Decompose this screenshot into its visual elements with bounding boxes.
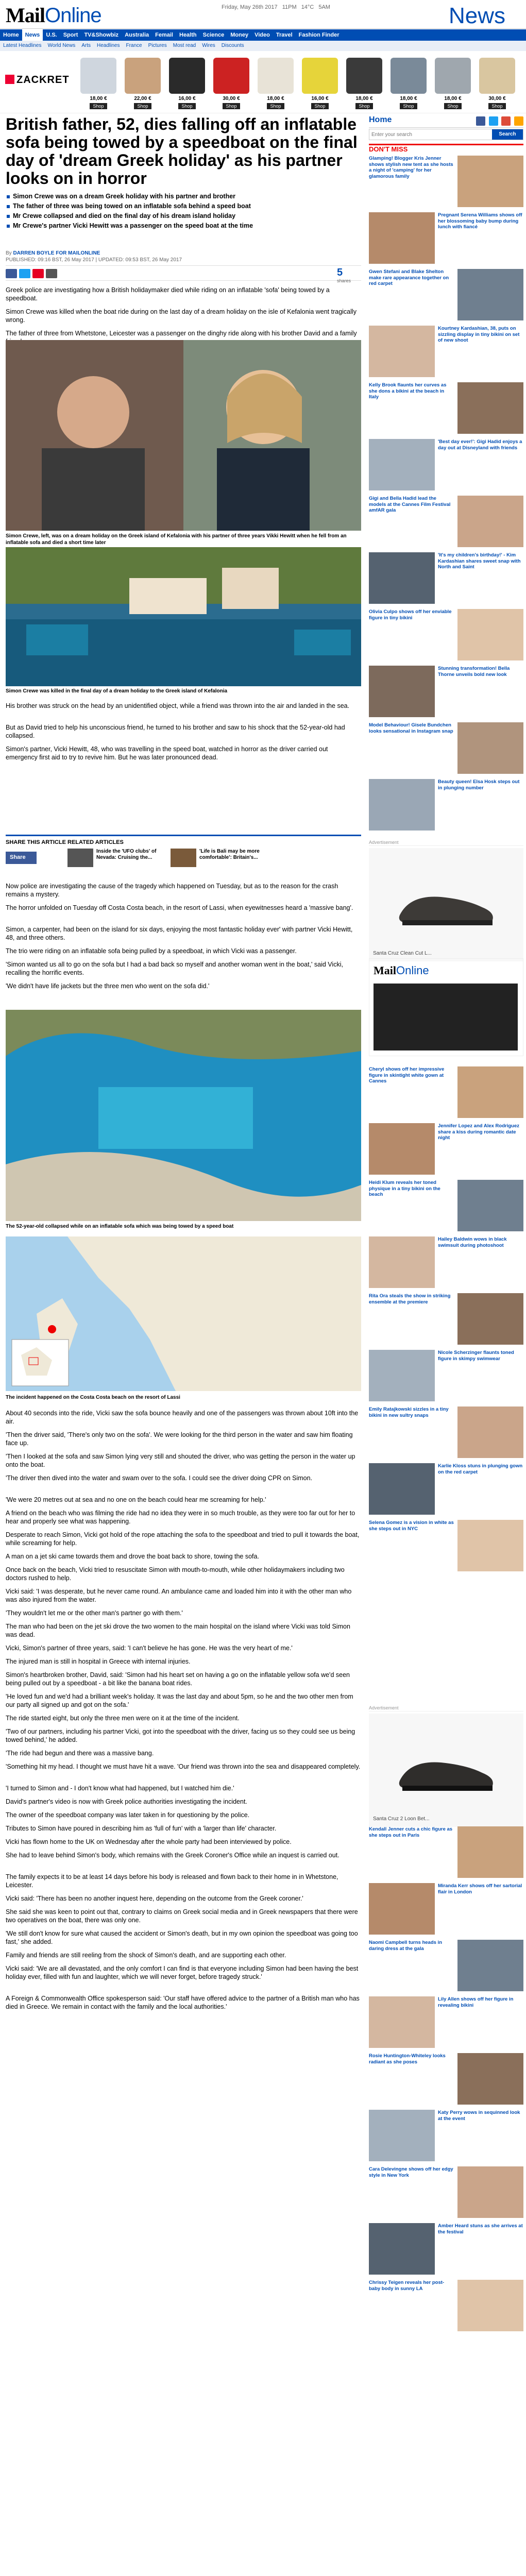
ad-product[interactable] — [166, 58, 208, 109]
facebook-icon[interactable] — [476, 116, 485, 126]
nav-item[interactable]: Health — [179, 32, 197, 38]
dont-miss-header: DON'T MISS — [369, 144, 523, 153]
dont-miss-text: Heidi Klum reveals her toned physique in a tiny bikini on the beach — [369, 1180, 440, 1197]
nav-item[interactable]: Money — [230, 32, 249, 38]
twitter-share-icon[interactable] — [19, 269, 30, 278]
dont-miss-text: Emily Ratajkowski sizzles in a tiny bikini in new sultry snaps — [369, 1406, 449, 1418]
article-paragraph: The horror unfolded on Tuesday off Costa Costa beach, in the resort of Lassi, when eyewitnesses heard a 'massive bang'. — [6, 904, 353, 911]
nav-item[interactable]: Science — [202, 32, 225, 38]
dont-miss-image — [369, 552, 435, 604]
article-paragraph: 'Then the driver said, 'There's only two on the sofa'. We were looking for the third person in the water and saw him floating face up. — [6, 1431, 353, 1447]
ad-caption-2: Santa Cruz 2 Loon Bet... — [373, 1816, 430, 1822]
product-image — [435, 58, 471, 94]
beach-photo — [6, 1010, 361, 1221]
article-paragraph: The injured man is still in hospital in Greece with internal injuries. — [6, 1658, 191, 1665]
dont-miss-image — [369, 1996, 435, 2048]
dont-miss-image — [457, 722, 523, 774]
article-paragraph: Vicki said: 'There has been no another inquest here, depending on the outcome from the Greek coroner.' — [6, 1895, 303, 1902]
share-bar — [6, 265, 361, 281]
photo-caption-1: Simon Crewe, left, was on a dream holiday on the Greek island of Kefalonia with his partner of three years Vikki Hewitt when he fell from an inflatable sofa and died a short time later — [6, 533, 347, 546]
dont-miss-text: Chrissy Teigen reveals her post-baby body in sunny LA — [369, 2280, 445, 2292]
article-paragraph: His brother was struck on the head by an unidentified object, while a friend was thrown into the air and landed in the sea. — [6, 702, 350, 709]
updated-time: UPDATED: 09:53 BST, 26 May 2017 — [98, 257, 182, 263]
shop-button[interactable]: Shop — [267, 103, 284, 109]
dont-miss-image — [457, 2280, 523, 2331]
product-price: 16,00 € — [178, 96, 196, 101]
dont-miss-text: Rita Ora steals the show in striking ensemble at the premiere — [369, 1293, 451, 1305]
product-price: 18,00 € — [90, 96, 107, 101]
article-paragraph: 'We didn't have life jackets but the three men who went on the sofa did.' — [6, 982, 210, 990]
shop-button[interactable]: Shop — [355, 103, 372, 109]
ad-product[interactable] — [387, 58, 430, 109]
dont-miss-text: Jennifer Lopez and Alex Rodriguez share a kiss during romantic date night — [438, 1123, 520, 1141]
article-paragraph: The family expects it to be at least 14 days before his body is released and flown back to their home in in Whetstone, Leicester. — [6, 1873, 338, 1889]
brand-logo-icon — [5, 75, 14, 84]
article-paragraph: 'We were 20 metres out at sea and no one on the beach could hear me screaming for help.' — [6, 1496, 266, 1503]
dont-miss-text: Amber Heard stuns as she arrives at the festival — [438, 2223, 523, 2235]
article-paragraph: Simon, a carpenter, had been on the island for six days, enjoying the most fantastic holiday ever' with partner Vicki Hewitt, 48, and three others. — [6, 926, 353, 941]
site-logo[interactable]: MailOnline — [6, 4, 101, 27]
dont-miss-text: Cheryl shows off her impressive figure in skintight white gown at Cannes — [369, 1066, 445, 1084]
article-paragraph: Vicki said: 'We are all devastated, and the only comfort I can find is that everyone including Simon had been having the best holiday ever, filled with fun and laughter, which we will never forget, before tragedy struck.' — [6, 1965, 359, 1980]
date-text: Friday, May 26th 2017 — [222, 4, 278, 10]
article-paragraph: She had to leave behind Simon's body, which remains with the Greek Coroner's Office while an inquest is carried out. — [6, 1852, 340, 1859]
pinterest-share-icon[interactable] — [32, 269, 44, 278]
primary-nav — [0, 29, 526, 41]
subnav-item[interactable]: Arts — [81, 43, 91, 48]
couple-photo — [6, 340, 361, 531]
related-title: Inside the 'UFO clubs' of Nevada: Cruising the... — [96, 849, 157, 860]
nav-item[interactable]: U.S. — [46, 32, 57, 38]
ad-product[interactable] — [299, 58, 341, 109]
article-paragraph: The father of three from Whetstone, Leicester was a passenger on the dinghy ride along with his brother David and a family — [6, 330, 357, 337]
dont-miss-text: Naomi Campbell turns heads in daring dress at the gala — [369, 1940, 442, 1952]
product-image — [258, 58, 294, 94]
article-paragraph: 'Simon wanted us all to go on the sofa but I had a bad back so myself and another woman went in the boat,' said Vicki, recalling the horrific events. — [6, 961, 343, 976]
ad-product[interactable] — [254, 58, 297, 109]
shop-button[interactable]: Shop — [444, 103, 461, 109]
search-box — [369, 129, 523, 140]
product-price: 18,00 € — [444, 96, 462, 101]
ad-product[interactable] — [122, 58, 164, 109]
video-widget[interactable] — [369, 958, 523, 1056]
product-price: 30,00 € — [223, 96, 240, 101]
dont-miss-text: Miranda Kerr shows off her sartorial flair in London — [438, 1883, 522, 1895]
product-price: 16,00 € — [311, 96, 329, 101]
email-share-icon[interactable] — [46, 269, 57, 278]
shop-button[interactable]: Shop — [400, 103, 417, 109]
article-paragraph: Tributes to Simon have poured in describing him as 'full of fun' with a 'larger than life' character. — [6, 1825, 277, 1832]
video-thumbnail — [374, 984, 518, 1050]
subnav-item[interactable]: Pictures — [148, 43, 167, 48]
article-paragraph: 'Something hit my head. I thought we must have hit a wave. 'Our friend was thrown into the sea and disappeared completely. — [6, 1763, 361, 1770]
nav-item[interactable]: Fashion Finder — [298, 32, 340, 38]
ad-brand[interactable]: ZACKRET — [5, 74, 70, 86]
article-paragraph: Simon's partner, Vicki Hewitt, 48, who was travelling in the speed boat, watched in horror as the driver carried out emergency first aid to try to revive him. But he was later pronounced dead. — [6, 745, 328, 761]
article-paragraph: She said she was keen to point out that, contrary to claims on Greek social media and in Greek newspapers that there were two operatives on the boat, there was only one. — [6, 1908, 358, 1924]
article-paragraph: The ride started eight, but only the three men were on it at the time of the incident. — [6, 1715, 240, 1722]
related-label: RELATED ARTICLES — [67, 839, 124, 845]
dont-miss-image — [457, 2166, 523, 2218]
related-article[interactable] — [171, 849, 268, 869]
shop-button[interactable]: Shop — [178, 103, 195, 109]
dont-miss-text: Stunning transformation! Bella Thorne unveils bold new look — [438, 666, 510, 677]
facebook-share-icon[interactable] — [6, 269, 17, 278]
dont-miss-image — [457, 1293, 523, 1345]
kefalonia-photo — [6, 547, 361, 686]
dont-miss-text: Kelly Brook flaunts her curves as she dons a bikini at the beach in Italy — [369, 382, 447, 400]
dont-miss-image — [369, 212, 435, 264]
dont-miss-image — [457, 269, 523, 320]
dont-miss-image — [369, 666, 435, 717]
article-paragraph: The owner of the speedboat company was later taken in for questioning by the police. — [6, 1811, 250, 1819]
dont-miss-text: Rosie Huntington-Whiteley looks radiant as she poses — [369, 2053, 446, 2065]
weather-time: 11PM — [282, 4, 297, 10]
dont-miss-image — [369, 1236, 435, 1288]
dont-miss-image — [369, 779, 435, 831]
dont-miss-image — [457, 496, 523, 547]
dont-miss-text: Pregnant Serena Williams shows off her blossoming baby bump during lunch with fiancé — [438, 212, 522, 230]
dont-miss-text: 'Best day ever!': Gigi Hadid enjoys a day out at Disneyland with friends — [438, 439, 522, 451]
product-image — [479, 58, 515, 94]
search-button[interactable]: Search — [492, 129, 523, 140]
article-paragraph: 'The driver then dived into the water and swam over to the sofa. I could see the driver doing CPR on Simon. — [6, 1475, 313, 1482]
product-image — [302, 58, 338, 94]
dont-miss-image — [369, 439, 435, 490]
dont-miss-image — [457, 1406, 523, 1458]
ad-product[interactable] — [210, 58, 252, 109]
article-paragraph: 'The ride had begun and there was a massive bang. — [6, 1750, 154, 1757]
dont-miss-text: Kendall Jenner cuts a chic figure as she steps out in Paris — [369, 1826, 453, 1838]
dont-miss-image — [369, 1883, 435, 1935]
rail-header — [369, 115, 523, 128]
dont-miss-text: Selena Gomez is a vision in white as she steps out in NYC — [369, 1520, 454, 1532]
ad-product[interactable] — [476, 58, 518, 109]
google-plus-icon[interactable] — [501, 116, 511, 126]
dont-miss-image — [457, 1180, 523, 1231]
article-paragraph: Vicki said: 'I was desperate, but he never came round. An ambulance came and loaded him into it with the other man who was also injured from the water. — [6, 1588, 352, 1603]
dont-miss-text: Karlie Kloss stuns in plunging gown on the red carpet — [438, 1463, 523, 1475]
article-paragraph: Greek police are investigating how a British holidaymaker died while riding on an inflatable 'sofa' being towed by a speedboat. — [6, 286, 330, 302]
video-logo: MailOnline — [374, 964, 429, 977]
subnav-item[interactable]: Wires — [202, 43, 215, 48]
article-paragraph: Simon's heartbroken brother, David, said: 'Simon had his heart set on having a go on the inflatable yellow sofa we'd seen being pulled out by a speedboat - a bit like the banana boat rides. — [6, 1671, 350, 1687]
photo-caption-2: Simon Crewe was killed in the final day of a dream holiday to the Greek island of Kefalonia — [6, 688, 228, 694]
map-pin-icon — [48, 1325, 56, 1333]
dont-miss-image — [457, 1520, 523, 1571]
shoe-ad-image — [395, 879, 498, 930]
byline: By DARREN BOYLE FOR MAILONLINE PUBLISHED: 09:16 BST, 26 May 2017 | UPDATED: 09:53 BST, 26 May 2017 — [6, 250, 182, 263]
nav-item[interactable]: Video — [254, 32, 270, 38]
subnav-item[interactable]: World News — [47, 43, 76, 48]
twitter-icon[interactable] — [489, 116, 498, 126]
dont-miss-text: Katy Perry wows in sequinned look at the event — [438, 2110, 520, 2122]
shop-button[interactable]: Shop — [134, 103, 151, 109]
product-price: 30,00 € — [488, 96, 506, 101]
article-paragraph: Desperate to reach Simon, Vicki got hold of the rope attaching the sofa to the speedboat and tried to pull it towards the boat, while screaming for help. — [6, 1531, 360, 1547]
article-paragraph: Once back on the beach, Vicki tried to resuscitate Simon with mouth-to-mouth, while other holidaymakers including two doctors rushed to help. — [6, 1566, 345, 1582]
dont-miss-text: Gigi and Bella Hadid lead the models at the Cannes Film Festival amfAR gala — [369, 496, 451, 513]
rail-ad-2[interactable]: Advertisement Santa Cruz 2 Loon Bet... — [369, 1705, 523, 1827]
search-input[interactable] — [369, 129, 488, 140]
ad-caption-1: Santa Cruz Clean Cut L... — [373, 951, 432, 956]
shop-button[interactable]: Shop — [311, 103, 328, 109]
related-article[interactable] — [67, 849, 165, 869]
shop-button[interactable]: Shop — [90, 103, 107, 109]
subnav-item[interactable]: France — [126, 43, 142, 48]
author-link[interactable]: DARREN BOYLE FOR MAILONLINE — [13, 250, 100, 256]
product-image — [169, 58, 205, 94]
article-paragraph: A man on a jet ski came towards them and drove the boat back to shore, towing the sofa. — [6, 1553, 259, 1560]
product-price: 18,00 € — [400, 96, 417, 101]
article-paragraph: 'We still don't know for sure what caused the accident or Simon's death, but in my own opinion the speedboat was going too fast,' she added. — [6, 1930, 358, 1945]
dont-miss-text: Glamping! Blogger Kris Jenner shows stylish new tent as she hosts a night of 'camping' for her glamorous family — [369, 156, 453, 179]
dont-miss-image — [457, 1826, 523, 1878]
article-paragraph: Vicki, Simon's partner of three years, said: 'I can't believe he has gone. He was the very heart of me.' — [6, 1645, 293, 1652]
section-title[interactable]: News — [448, 3, 505, 28]
dont-miss-text: Hailey Baldwin wows in black swimsuit during photoshoot — [438, 1236, 507, 1248]
article-paragraph: The man who had been on the jet ski drove the two women to the main hospital on the island where Vicki was told Simon was dead. — [6, 1623, 350, 1638]
location-map[interactable] — [6, 1236, 361, 1391]
product-image — [125, 58, 161, 94]
product-price: 22,00 € — [134, 96, 151, 101]
shop-button[interactable]: Shop — [488, 103, 505, 109]
article-paragraph: 'I turned to Simon and - I don't know what had happened, but I watched him die.' — [6, 1785, 234, 1792]
dont-miss-image — [369, 1123, 435, 1175]
article-paragraph: David's partner's video is now with Greek police authorities investigating the incident. — [6, 1798, 247, 1805]
share-count: 5 shares — [336, 267, 351, 283]
dont-miss-image — [369, 2110, 435, 2161]
article-paragraph: The trio were riding on an inflatable sofa being pulled by a speedboat, in which Vicki was a passenger. — [6, 947, 297, 955]
dont-miss-text: Beauty queen! Elsa Hosk steps out in plunging number — [438, 779, 520, 791]
nav-item[interactable]: TV&Showbiz — [84, 32, 119, 38]
article-summary — [6, 192, 366, 231]
ad-product[interactable] — [77, 58, 120, 109]
article-paragraph: 'He loved fun and we'd had a brilliant week's holiday. It was the last day and about 5pm, so he and the two other men from our party all signed up and got on the sofa.' — [6, 1693, 353, 1708]
related-thumbnail — [67, 849, 93, 867]
related-thumbnail — [171, 849, 196, 867]
weather-time-2: 5AM — [318, 4, 330, 10]
shop-button[interactable]: Shop — [223, 103, 240, 109]
published-time: PUBLISHED: 09:16 BST, 26 May 2017 — [6, 257, 94, 263]
article-paragraph: But as David tried to help his unconscious friend, he turned to his brother and saw to his shock that the 52-year-old had collapsed. — [6, 724, 345, 739]
article-paragraph: Family and friends are still reeling from the shock of Simon's death, and are supporting each other. — [6, 1952, 286, 1959]
summary-bullet: Mr Crewe collapsed and died on the final day of his dream island holiday — [6, 211, 366, 221]
summary-bullet: Simon Crewe was on a dream Greek holiday with his partner and brother — [6, 192, 366, 201]
article-paragraph: 'Two of our partners, including his partner Vicki, got into the speedboat with the driver, facing us so they could see us being towed behind,' he added. — [6, 1728, 355, 1743]
subnav-item[interactable]: Latest Headlines — [3, 43, 42, 48]
dont-miss-image — [457, 2053, 523, 2105]
rail-ad-1[interactable]: Advertisement Santa Cruz Clean Cut L... — [369, 840, 523, 961]
dont-miss-text: 'It's my children's birthday!' - Kim Kardashian shares sweet snap with North and Saint — [438, 552, 521, 570]
article-paragraph: A friend on the beach who was filming the ride had no idea they were in so much trouble, as they were too far out for her to hear and properly see what was happening. — [6, 1510, 355, 1525]
share-this-label: SHARE THIS ARTICLE — [6, 839, 66, 845]
rss-icon[interactable] — [514, 116, 523, 126]
product-image — [391, 58, 427, 94]
photo-caption-3: The 52-year-old collapsed while on an inflatable sofa which was being towed by a speed boat — [6, 1224, 234, 1229]
dont-miss-image — [369, 1463, 435, 1515]
product-price: 18,00 € — [355, 96, 373, 101]
article-paragraph: Now police are investigating the cause of the tragedy which happened on Tuesday, but as to the reason for the crash remains a mystery. — [6, 883, 338, 898]
article-paragraph: Vicki has flown home to the UK on Wednesday after the whole party had been interviewed by police. — [6, 1838, 292, 1845]
dont-miss-image — [457, 609, 523, 660]
rail-home-link[interactable]: Home — [369, 115, 392, 124]
related-title: 'Life is Bali may be more comfortable': Britain's... — [199, 849, 260, 860]
secondary-nav — [0, 41, 526, 51]
subnav-item[interactable]: Headlines — [97, 43, 120, 48]
dont-miss-image — [457, 382, 523, 434]
ad-product[interactable] — [343, 58, 385, 109]
dont-miss-text: Cara Delevingne shows off her edgy style in New York — [369, 2166, 453, 2178]
product-image — [80, 58, 116, 94]
share-this-article — [6, 835, 361, 876]
dont-miss-text: Lily Allen shows off her figure in revealing bikini — [438, 1996, 514, 2008]
summary-bullet: Mr Crewe's partner Vicki Hewitt was a passenger on the speed boat at the time — [6, 221, 366, 231]
dont-miss-text: Kourtney Kardashian, 38, puts on sizzling display in tiny bikini on set of new shoot — [438, 326, 520, 343]
nav-item[interactable]: Travel — [276, 32, 293, 38]
article-paragraph: Simon Crewe was killed when the boat ride during on the last day of a dream holiday on the isle of Kefalonia went tragically wrong. — [6, 308, 357, 324]
article-headline: British father, 52, dies falling off an inflatable sofa being towed by a speedboat on the final day of 'dream Greek holiday' as his partner looks on in horror — [6, 115, 358, 188]
article-paragraph: 'Then I looked at the sofa and saw Simon lying very still and shouted the driver, who was getting the person in the water up onto the boat. — [6, 1453, 355, 1468]
nav-item[interactable]: Femail — [155, 32, 173, 38]
dont-miss-image — [369, 326, 435, 377]
article-paragraph: 'They wouldn't let me or the other man's partner go with them.' — [6, 1609, 183, 1617]
dont-miss-image — [369, 1350, 435, 1401]
dont-miss-image — [457, 1066, 523, 1118]
dont-miss-text: Gwen Stefani and Blake Shelton make rare appearance together on red carpet — [369, 269, 449, 286]
article-paragraph: About 40 seconds into the ride, Vicki saw the sofa bounce heavily and one of the passengers was thrown about 10ft into the air. — [6, 1410, 359, 1425]
dont-miss-text: Nicole Scherzinger flaunts toned figure in skimpy swimwear — [438, 1350, 514, 1362]
dont-miss-text: Olivia Culpo shows off her enviable figure in tiny bikini — [369, 609, 452, 621]
dont-miss-image — [369, 2223, 435, 2275]
nav-item[interactable]: News — [22, 29, 43, 41]
summary-bullet: The father of three was being towed on an inflatable sofa behind a speed boat — [6, 201, 366, 211]
facebook-share-button[interactable]: Share — [6, 852, 37, 864]
temperature: 14°C — [301, 4, 314, 10]
nav-item[interactable]: Sport — [63, 32, 78, 38]
dateline — [222, 4, 333, 10]
nav-item[interactable]: Home — [3, 32, 19, 38]
ad-product[interactable] — [432, 58, 474, 109]
dont-miss-image — [457, 156, 523, 207]
product-image — [346, 58, 382, 94]
masthead — [0, 0, 526, 29]
article-paragraph: A Foreign & Commonwealth Office spokesperson said: 'Our staff have offered advice to the partner of a British man who has died in Greece. We remain in contact with the family and the local authorities.' — [6, 1995, 360, 2010]
dont-miss-text: Model Behaviour! Gisele Bundchen looks sensational in Instagram snap — [369, 722, 453, 734]
shoe-ad-image-2 — [395, 1744, 498, 1796]
nav-item[interactable]: Australia — [125, 32, 149, 38]
subnav-item[interactable]: Discounts — [221, 43, 244, 48]
product-price: 18,00 € — [267, 96, 284, 101]
map-caption: The incident happened on the Costa Costa beach on the resort of Lassi — [6, 1395, 180, 1400]
product-image — [213, 58, 249, 94]
ad-strip — [0, 54, 526, 113]
dont-miss-image — [457, 1940, 523, 1991]
subnav-item[interactable]: Most read — [173, 43, 196, 48]
